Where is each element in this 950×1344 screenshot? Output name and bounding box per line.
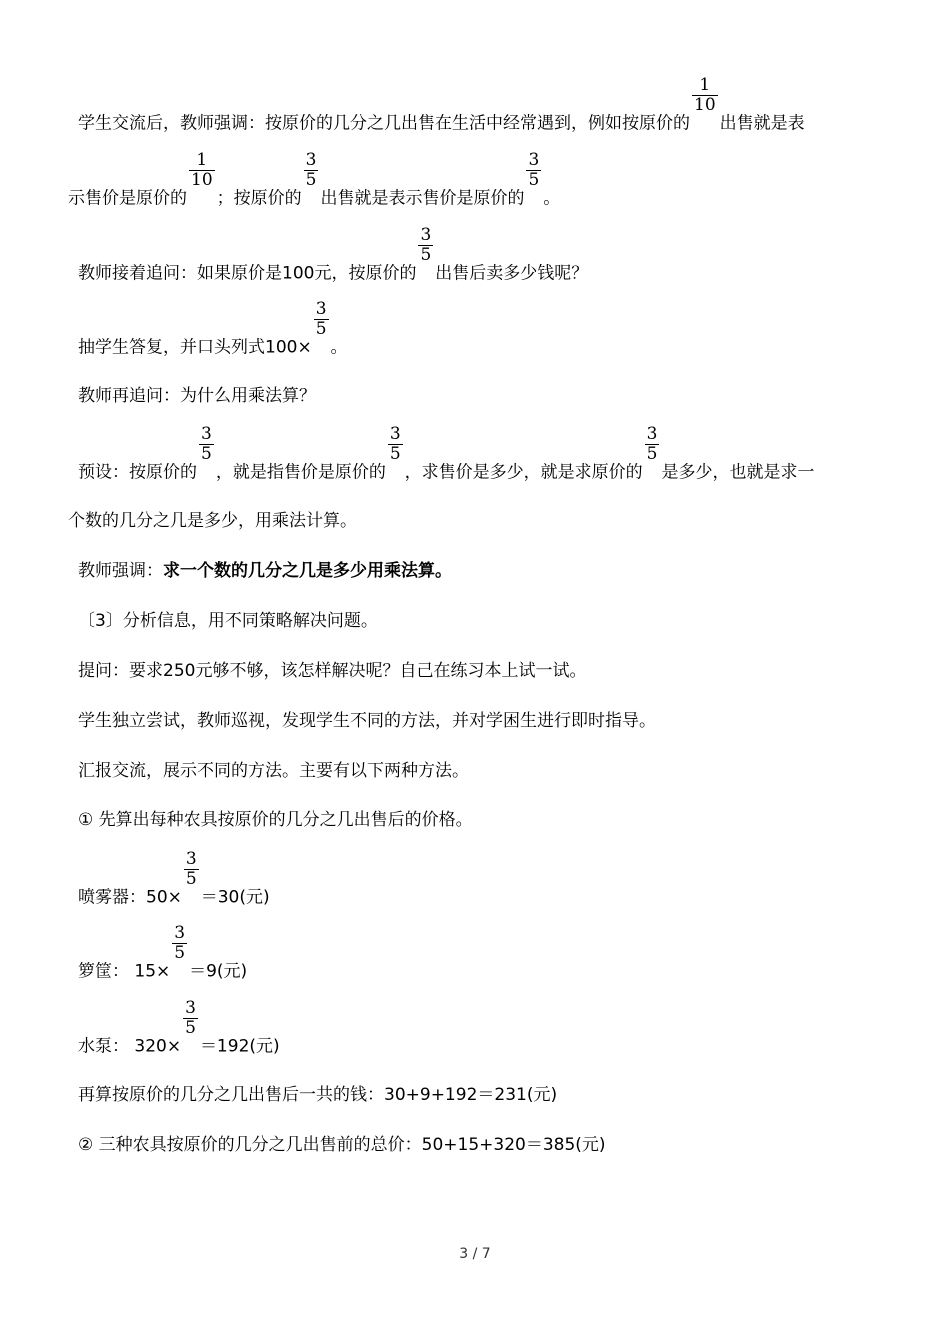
paragraph-1a: 学生交流后，教师强调：按原价的几分之几出售在生活中经常遇到，例如按原价的 $\frac{1}{10}$ 出售就是表 — [78, 75, 805, 134]
paragraph-5b: 个数的几分之几是多少，用乘法计算。 — [68, 511, 357, 531]
fraction-3-5: $\frac{3}{5}$ — [646, 424, 658, 464]
equation-pump: 水泵： 320× $\frac{3}{5}$ ＝192(元) — [78, 998, 280, 1057]
fraction-1-10: $\frac{1}{10}$ — [694, 75, 716, 115]
fraction-3-5: $\frac{3}{5}$ — [305, 150, 317, 190]
paragraph-4: 教师再追问：为什么用乘法算？ — [78, 386, 316, 406]
paragraph-7: 〔3〕分析信息，用不同策略解决问题。 — [78, 611, 378, 631]
fraction-1-10: $\frac{1}{10}$ — [191, 150, 213, 190]
paragraph-2: 教师接着追问：如果原价是100元，按原价的 $\frac{3}{5}$ 出售后卖多少钱呢？ — [78, 225, 589, 284]
paragraph-3: 抽学生答复，并口头列式100× $\frac{3}{5}$ 。 — [78, 299, 348, 358]
fraction-3-5: $\frac{3}{5}$ — [389, 424, 401, 464]
fraction-3-5: $\frac{3}{5}$ — [185, 998, 196, 1038]
fraction-3-5: $\frac{3}{5}$ — [201, 424, 212, 464]
fraction-3-5: $\frac{3}{5}$ — [528, 150, 540, 190]
fraction-3-5: $\frac{3}{5}$ — [185, 849, 197, 889]
fraction-3-5: $\frac{3}{5}$ — [420, 225, 432, 265]
equation-sprayer: 喷雾器：50× $\frac{3}{5}$ ＝30(元) — [78, 849, 270, 908]
fraction-3-5: $\frac{3}{5}$ — [315, 299, 327, 339]
paragraph-12: 再算按原价的几分之几出售后一共的钱：30+9+192＝231(元) — [78, 1085, 558, 1105]
paragraph-8: 提问：要求250元够不够，该怎样解决呢？自己在练习本上试一试。 — [78, 661, 587, 681]
paragraph-13: ② 三种农具按原价的几分之几出售前的总价：50+15+320＝385(元) — [78, 1135, 606, 1155]
paragraph-1b: 示售价是原价的 $\frac{1}{10}$ ；按原价的 $\frac{3}{5}$ 出售就是表示售价是原价的 $\frac{3}{5}$ 。 — [68, 150, 561, 209]
page-number: 3 / 7 — [459, 1246, 491, 1262]
paragraph-6: 教师强调：求一个数的几分之几是多少用乘法算。 — [78, 561, 452, 581]
fraction-3-5: $\frac{3}{5}$ — [174, 923, 186, 963]
emphasis-text: 求一个数的几分之几是多少用乘法算。 — [163, 561, 452, 581]
paragraph-11: ① 先算出每种农具按原价的几分之几出售后的价格。 — [78, 810, 473, 830]
paragraph-5a: 预设：按原价的 $\frac{3}{5}$ ，就是指售价是原价的 $\frac{3}{5}$ ，求售价是多少，就是求原价的 $\frac{3}{5}$ 是多少，也就是求一 — [78, 424, 815, 483]
equation-basket: 箩筐： 15× $\frac{3}{5}$ ＝9(元) — [78, 923, 248, 982]
paragraph-10: 汇报交流，展示不同的方法。主要有以下两种方法。 — [78, 761, 469, 781]
paragraph-9: 学生独立尝试，教师巡视，发现学生不同的方法，并对学困生进行即时指导。 — [78, 711, 656, 731]
